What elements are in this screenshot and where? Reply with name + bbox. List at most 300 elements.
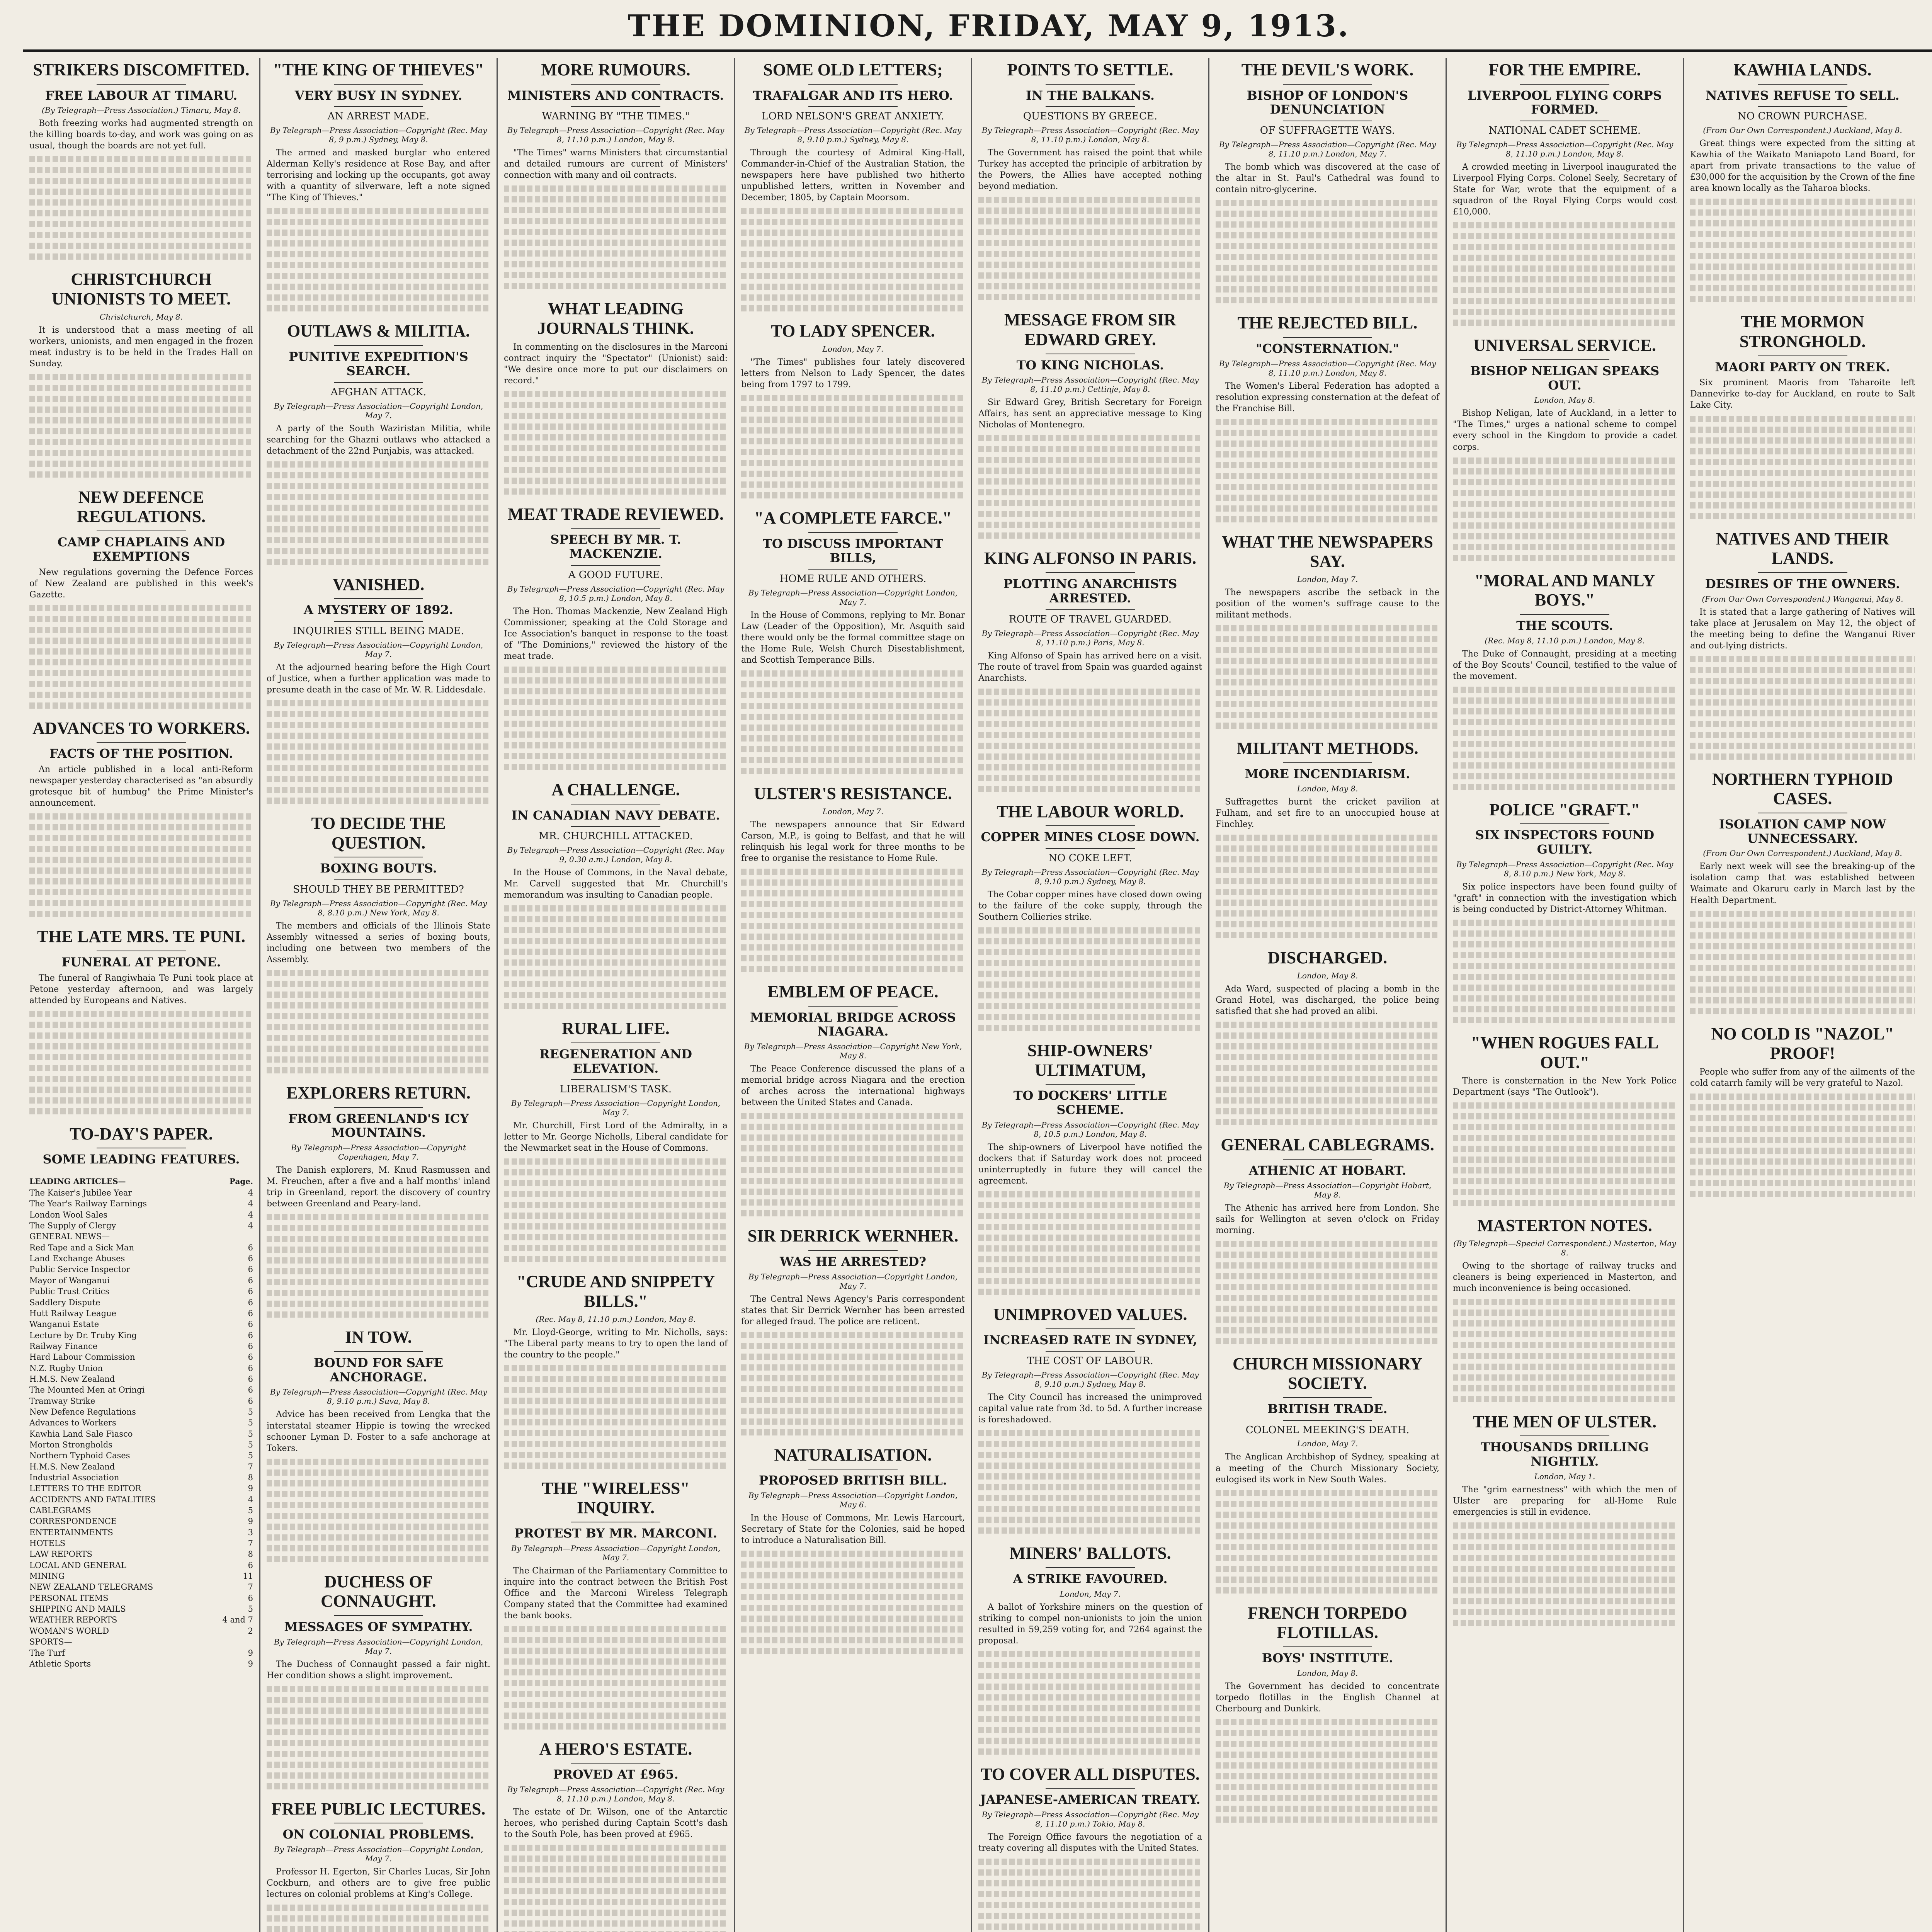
contents-item-page: 6 — [248, 1396, 253, 1406]
contents-item — [29, 1253, 253, 1264]
headline: VANISHED. — [332, 575, 425, 594]
subheadline: THE SCOUTS. — [1516, 618, 1613, 633]
dateline: (From Our Own Correspondent.) Auckland, May 8. — [1703, 126, 1902, 135]
dateline: By Telegraph—Press Association—Copyright (Rec. May 8, 9.10 p.m.) Suva, May 8. — [270, 1387, 487, 1406]
headline: ULSTER'S RESISTANCE. — [754, 784, 952, 803]
article-continuation — [1216, 835, 1439, 938]
subheadline: A STRIKE FAVOURED. — [1013, 1571, 1168, 1586]
contents-item-title: The Mounted Men at Oringi — [29, 1385, 145, 1395]
headline: UNIVERSAL SERVICE. — [1473, 336, 1656, 355]
divider — [1283, 1420, 1372, 1421]
contents-item-title: Saddlery Dispute — [29, 1298, 100, 1307]
dateline: By Telegraph—Press Association—Copyright (Rec. May 8, 11.10 p.m.) Tokio, May 8. — [981, 1810, 1199, 1829]
subheadline: INCREASED RATE IN SYDNEY, — [983, 1332, 1197, 1347]
article-continuation — [1453, 687, 1677, 790]
contents-item — [29, 1198, 253, 1209]
subheadline: OF SUFFRAGETTE WAYS. — [1260, 125, 1395, 137]
article — [741, 784, 965, 972]
headline: KAWHIA LANDS. — [1733, 60, 1872, 79]
contents-item-title: The Turf — [29, 1648, 65, 1658]
article-body: In the House of Commons, replying to Mr. Bonar Law (Leader of the Opposition), Mr. Asquith said there would only be the formal committee stage on the Home Rule, Welsh Church Disestablishment, and Scottish Temperance Bills. — [741, 611, 965, 665]
headline: THE DEVIL'S WORK. — [1241, 60, 1414, 79]
article-continuation — [741, 1113, 965, 1216]
article-continuation — [1216, 1490, 1439, 1594]
divider — [1283, 1397, 1372, 1398]
divider — [1046, 572, 1135, 573]
article-body: The funeral of Rangiwhaia Te Puni took place at Petone yesterday afternoon, and was largely attended by Europeans and Natives. — [29, 973, 253, 1005]
subheadline: COLONEL MEEKING'S DEATH. — [1245, 1424, 1410, 1436]
article-body: The Duchess of Connaught passed a fair night. Her condition shows a slight improvement. — [267, 1659, 490, 1680]
article-continuation — [1453, 222, 1677, 326]
divider — [334, 879, 423, 880]
subheadline: A GOOD FUTURE. — [568, 569, 663, 581]
headline: TO DECIDE THE QUESTION. — [311, 813, 446, 852]
contents-item-title: ACCIDENTS AND FATALITIES — [29, 1495, 156, 1504]
article-body: In the House of Commons, in the Naval debate, Mr. Carvell suggested that Mr. Churchill's memorandum was insulting to Canadian people. — [504, 868, 728, 900]
article-body: The bomb which was discovered at the case of the altar in St. Paul's Cathedral was found to contain nitro-glycerine. — [1216, 162, 1439, 195]
contents-item-page: 9 — [248, 1517, 253, 1526]
headline: NO COLD IS "NAZOL" PROOF! — [1711, 1024, 1894, 1063]
divider — [1046, 609, 1135, 610]
contents-item-page: 4 — [248, 1199, 253, 1209]
contents-item — [29, 1614, 253, 1625]
subheadline: MEMORIAL BRIDGE ACROSS NIAGARA. — [750, 1010, 956, 1039]
contents-item-title: Kawhia Land Sale Fiasco — [29, 1429, 133, 1439]
article-continuation — [741, 1332, 965, 1435]
headline: SHIP-OWNERS' ULTIMATUM, — [1027, 1041, 1153, 1080]
article-continuation — [978, 197, 1202, 300]
headline: EXPLORERS RETURN. — [286, 1083, 471, 1102]
subheadline: TO KING NICHOLAS. — [1016, 357, 1164, 372]
article-continuation — [504, 1845, 728, 1932]
contents-item-title: Land Exchange Abuses — [29, 1254, 125, 1264]
dateline: (From Our Own Correspondent.) Auckland, May 8. — [1703, 849, 1902, 858]
contents-item — [29, 1209, 253, 1220]
article-body: The estate of Dr. Wilson, one of the Antarctic heroes, who perished during Captain Scott's dash to the South Pole, has been proved at £965. — [504, 1807, 728, 1840]
headline: TO LADY SPENCER. — [771, 321, 935, 341]
headline: "MORAL AND MANLY BOYS." — [1474, 571, 1655, 610]
contents-item-page: 3 — [248, 1527, 253, 1537]
headline: SOME OLD LETTERS; — [763, 60, 943, 79]
divider — [1046, 848, 1135, 849]
divider — [1520, 823, 1610, 824]
subheadline: "CONSTERNATION." — [1255, 341, 1400, 356]
contents-item — [29, 1461, 253, 1472]
dateline: By Telegraph—Press Association—Copyright (Rec. May 8, 9 p.m.) Sydney, May 8. — [270, 126, 487, 145]
article-continuation — [29, 1011, 253, 1114]
article — [741, 60, 965, 311]
subheadline: FREE LABOUR AT TIMARU. — [45, 88, 238, 103]
article — [741, 1446, 965, 1654]
article-continuation — [504, 667, 728, 770]
subheadline: BISHOP OF LONDON'S DENUNCIATION — [1247, 88, 1408, 117]
article-body: The City Council has increased the unimproved capital value rate from 3d. to 5d. A further increase is foreshadowed. — [978, 1393, 1202, 1425]
article-body: The Hon. Thomas Mackenzie, New Zealand High Commissioner, speaking at the Cold Storage and Ice Association's banquet in response to the toast of "The Dominions," reviewed the history of the meat trade. — [504, 606, 728, 661]
article-body: King Alfonso of Spain has arrived here on a visit. The route of travel from Spain was guarded against Anarchists. — [978, 651, 1202, 683]
article-body: New regulations governing the Defence Forces of New Zealand are published in this week's Gazette. — [29, 567, 253, 600]
headline: KING ALFONSO IN PARIS. — [984, 549, 1197, 568]
article-body: Ada Ward, suspected of placing a bomb in the Grand Hotel, was discharged, the police being satisfied that she had proved an alibi. — [1216, 984, 1439, 1017]
dateline: By Telegraph—Press Association—Copyright (Rec. May 8, 11.10 p.m.) Paris, May 8. — [981, 628, 1199, 647]
dateline: By Telegraph—Press Association—Copyright (Rec. May 8, 9.10 p.m.) Sydney, May 8. — [981, 1370, 1199, 1389]
dateline: By Telegraph—Press Association—Copyright London, May 6. — [748, 1491, 958, 1510]
article — [1690, 770, 1915, 1014]
contents-item-title: Northern Typhoid Cases — [29, 1451, 130, 1461]
divider — [1520, 84, 1610, 85]
contents-item — [29, 1636, 253, 1647]
headline: NORTHERN TYPHOID CASES. — [1712, 769, 1893, 808]
divider — [1046, 1351, 1135, 1352]
article-body: At the adjourned hearing before the High Court of Justice, when a further application was made to presume death in the case of Mr. W. R. Liddesdale. — [267, 662, 490, 695]
divider — [571, 106, 661, 107]
dateline: By Telegraph—Press Association—Copyright (Rec. May 9, 0.30 a.m.) London, May 8. — [507, 845, 724, 864]
dateline: By Telegraph—Press Association—Copyright London, May 7. — [511, 1099, 721, 1117]
subheadline: SOME LEADING FEATURES. — [43, 1152, 240, 1167]
subheadline: MAORI PARTY ON TREK. — [1715, 359, 1890, 374]
article — [504, 505, 728, 770]
article-continuation — [1216, 419, 1439, 522]
contents-item-title: New Defence Regulations — [29, 1407, 136, 1417]
divider — [571, 84, 661, 85]
headline: FOR THE EMPIRE. — [1488, 60, 1641, 79]
headline: POLICE "GRAFT." — [1489, 800, 1640, 819]
article — [1216, 313, 1439, 522]
headline: TO-DAY'S PAPER. — [70, 1124, 213, 1143]
article-body: Owing to the shortage of railway trucks and cleaners is being experienced in Masterton, and much inconvenience is being occasioned. — [1453, 1261, 1677, 1293]
contents-item — [29, 1363, 253, 1374]
contents-item — [29, 1626, 253, 1636]
contents-item-title: London Wool Sales — [29, 1210, 108, 1219]
contents-item — [29, 1319, 253, 1330]
headline: FRENCH TORPEDO FLOTILLAS. — [1248, 1603, 1407, 1642]
dateline: London, May 8. — [1534, 395, 1595, 405]
article-continuation — [267, 700, 490, 804]
article-body: It is understood that a mass meeting of all workers, unionists, and men engaged in the frozen meat industry is to be held in the Trades Hall on Sunday. — [29, 325, 253, 369]
contents-item-title: Wanganui Estate — [29, 1320, 99, 1329]
contents-page-label: Page. — [229, 1177, 253, 1186]
contents-item-page: 5 — [248, 1506, 253, 1515]
contents-item — [29, 1374, 253, 1384]
contents-item — [29, 1308, 253, 1319]
subheadline: PLOTTING ANARCHISTS ARRESTED. — [1003, 577, 1177, 605]
article-continuation — [267, 1214, 490, 1318]
contents-item-title: The Kaiser's Jubilee Year — [29, 1188, 132, 1198]
article-body: The members and officials of the Illinois State Assembly witnessed a series of boxing bouts, including one between two members of the Assembly. — [267, 921, 490, 964]
dateline: London, May 8. — [1297, 784, 1358, 794]
contents-item-page: 6 — [248, 1560, 253, 1570]
dateline: By Telegraph—Press Association—Copyright (Rec. May 8, 11.10 p.m.) London, May 8. — [507, 126, 724, 145]
article — [504, 1479, 728, 1730]
divider — [1046, 1084, 1135, 1085]
headline: ADVANCES TO WORKERS. — [32, 718, 250, 738]
contents-item-page: 6 — [248, 1593, 253, 1603]
article-continuation — [504, 185, 728, 289]
subheadline: WARNING BY "THE TIMES." — [542, 111, 690, 122]
article-body: Through the courtesy of Admiral King-Hall, Commander-in-Chief of the Australian Station, the newspapers here have published two hitherto unpublished letters, written in November and December, 1805, by Captain Moorsom. — [741, 148, 965, 203]
article — [1216, 1604, 1439, 1823]
article-continuation — [504, 1626, 728, 1730]
headline: FREE PUBLIC LECTURES. — [271, 1799, 486, 1818]
headline: MASTERTON NOTES. — [1477, 1216, 1652, 1235]
contents-item-title: MINING — [29, 1571, 65, 1581]
article-continuation — [1453, 457, 1677, 561]
article — [1690, 60, 1915, 302]
contents-item-title: ENTERTAINMENTS — [29, 1527, 113, 1537]
article — [741, 321, 965, 498]
contents-item-page: 6 — [248, 1243, 253, 1252]
article-continuation — [267, 970, 490, 1073]
subheadline: MESSAGES OF SYMPATHY. — [284, 1619, 473, 1634]
article-continuation — [1216, 200, 1439, 303]
contents-section-label: LEADING ARTICLES— — [29, 1177, 126, 1186]
article — [741, 509, 965, 774]
contents-item — [29, 1264, 253, 1275]
subheadline: BISHOP NELIGAN SPEAKS OUT. — [1470, 363, 1660, 393]
subheadline: JAPANESE-AMERICAN TREATY. — [980, 1792, 1201, 1807]
article-body: In the House of Commons, Mr. Lewis Harcourt, Secretary of State for the Colonies, said he hoped to introduce a Naturalisation Bill. — [741, 1513, 965, 1546]
article-body: The Duke of Connaught, presiding at a meeting of the Boy Scouts' Council, testified to the value of the movement. — [1453, 649, 1677, 681]
headline: WHAT LEADING JOURNALS THINK. — [537, 299, 694, 338]
article — [978, 1765, 1202, 1932]
article-body: Great things were expected from the sitting at Kawhia of the Waikato Maniapoto Land Board, for apart from private transactions to the value of £30,000 for the acquisition by the Crown of the fine area known locally as the Taharoa blocks. — [1690, 139, 1915, 194]
subheadline: INQUIRIES STILL BEING MADE. — [293, 625, 464, 637]
article-continuation — [741, 869, 965, 972]
dateline: By Telegraph—Press Association—Copyright London, May 7. — [274, 1845, 483, 1864]
contents-item — [29, 1297, 253, 1308]
article — [1216, 739, 1439, 938]
contents-item — [29, 1275, 253, 1286]
article — [1216, 948, 1439, 1125]
article — [1216, 60, 1439, 303]
article-body: Six police inspectors have been found guilty of "graft" in connection with the investigation which is being conducted by District-Attorney Whitman. — [1453, 882, 1677, 914]
article-body: Mr. Churchill, First Lord of the Admiralty, in a letter to Mr. George Nicholls, Liberal candidate for the Newmarket seat in the House of Commons. — [504, 1121, 728, 1153]
article-continuation — [1453, 1299, 1677, 1402]
article-body: Professor H. Egerton, Sir Charles Lucas, Sir John Cockburn, and others are to give free public lectures on colonial problems at King's College. — [267, 1867, 490, 1900]
divider — [571, 528, 661, 529]
headline: POINTS TO SETTLE. — [1007, 60, 1173, 79]
article — [267, 1572, 490, 1789]
divider — [1520, 1435, 1610, 1436]
subheadline: SHOULD THEY BE PERMITTED? — [293, 883, 464, 895]
article-body: A crowded meeting in Liverpool inaugurated the Liverpool Flying Corps. Colonel Seely, Secretary of State for War, wrote that the equipment of a squadron of the Royal Flying Corps would cost £10,000. — [1453, 162, 1677, 217]
contents-item-page: 6 — [248, 1254, 253, 1264]
contents-item-title: Lecture by Dr. Truby King — [29, 1330, 137, 1340]
contents-item-title: Advances to Workers — [29, 1418, 116, 1428]
article — [1453, 571, 1677, 790]
article-body: The Government has raised the point that while Turkey has accepted the principle of arbitration by the Powers, the Allies have accepted nothing beyond mediation. — [978, 148, 1202, 192]
divider — [334, 1615, 423, 1616]
article-continuation — [29, 605, 253, 709]
article — [29, 1124, 253, 1167]
headline: "A COMPLETE FARCE." — [754, 509, 952, 528]
contents-item-title: Public Trust Critics — [29, 1287, 109, 1296]
subheadline: IN CANADIAN NAVY DEBATE. — [511, 808, 720, 823]
article-body: The Women's Liberal Federation has adopted a resolution expressing consternation at the defeat of the Franchise Bill. — [1216, 381, 1440, 413]
contents-item-page: 5 — [248, 1604, 253, 1614]
contents-item-page: 9 — [248, 1659, 253, 1668]
dateline: (Rec. May 8, 11.10 p.m.) London, May 8. — [536, 1314, 696, 1324]
headline: OUTLAWS & MILITIA. — [287, 321, 470, 341]
contents-item-title: Hard Labour Commission — [29, 1352, 135, 1362]
contents-item-page: 6 — [248, 1308, 253, 1318]
article-continuation — [978, 927, 1202, 1031]
article — [504, 299, 728, 494]
article-body: In commenting on the disclosures in the Marconi contract inquiry the "Spectator" (Unionist) said: "We desire once more to put our disclaimers on record." — [504, 342, 728, 386]
subheadline: CAMP CHAPLAINS AND EXEMPTIONS — [57, 534, 225, 564]
article — [267, 814, 490, 1073]
subheadline: NO COKE LEFT. — [1048, 852, 1132, 864]
column-1 — [23, 58, 260, 1932]
dateline: By Telegraph—Press Association—Copyright New York, May 8. — [744, 1042, 962, 1061]
divider — [334, 621, 423, 622]
dateline: London, May 8. — [1297, 971, 1358, 981]
headline: MINERS' BALLOTS. — [1009, 1544, 1171, 1563]
article — [1216, 1354, 1439, 1594]
article-body: A ballot of Yorkshire miners on the question of striking to compel non-unionists to join the union resulted in 59,259 voting for, and 7264 against the proposal. — [978, 1602, 1202, 1646]
dateline: London, May 1. — [1534, 1472, 1595, 1481]
article-body: The Danish explorers, M. Knud Rasmussen and M. Freuchen, after a five and a half months' inland trip in Greenland, report the discovery of country between Greenland and Peary-land. — [267, 1165, 490, 1209]
column-7 — [1447, 58, 1684, 1932]
article — [978, 310, 1202, 539]
dateline: London, May 7. — [822, 344, 884, 354]
subheadline: IN THE BALKANS. — [1026, 88, 1155, 103]
article-continuation — [29, 156, 253, 260]
divider — [1520, 614, 1610, 615]
article — [29, 60, 253, 260]
contents-item-title: Morton Strongholds — [29, 1440, 113, 1449]
headline: NEW DEFENCE REGULATIONS. — [77, 487, 206, 526]
contents-item-title: Athletic Sports — [29, 1659, 91, 1668]
headline: THE "WIRELESS" INQUIRY. — [542, 1478, 690, 1517]
divider — [808, 569, 898, 570]
article — [504, 1272, 728, 1468]
subheadline: QUESTIONS BY GREECE. — [1023, 111, 1158, 122]
headline: THE REJECTED BILL. — [1237, 313, 1418, 333]
contents-item — [29, 1429, 253, 1439]
column-5 — [972, 58, 1209, 1932]
contents-item-page: 4 and 7 — [222, 1615, 253, 1625]
dateline: By Telegraph—Press Association—Copyright (Rec. May 8, 8.10 p.m.) New York, May 8. — [1456, 859, 1673, 878]
article — [267, 1799, 490, 1932]
article-body: "The Times" warns Ministers that circumstantial and detailed rumours are current of Ministers' connection with many and oil contracts. — [504, 148, 728, 180]
article-continuation — [1690, 656, 1915, 760]
headline: STRIKERS DISCOMFITED. — [33, 60, 250, 79]
article — [504, 60, 728, 289]
contents-list — [29, 1187, 253, 1669]
divider — [1758, 572, 1848, 573]
subheadline: PROTEST BY MR. MARCONI. — [514, 1526, 718, 1541]
article — [267, 60, 490, 311]
contents-item-page: 6 — [248, 1385, 253, 1395]
divider — [334, 1351, 423, 1352]
contents-item-title: CABLEGRAMS — [29, 1506, 91, 1515]
subheadline: MR. CHURCHILL ATTACKED. — [539, 830, 693, 842]
headline: THE MORMON STRONGHOLD. — [1739, 312, 1866, 351]
subheadline: AN ARREST MADE. — [327, 111, 430, 122]
article — [1216, 532, 1439, 729]
subheadline: DESIRES OF THE OWNERS. — [1705, 576, 1900, 591]
headline: IN TOW. — [345, 1328, 412, 1347]
contents-item — [29, 1220, 253, 1231]
contents-item-page: 6 — [248, 1265, 253, 1274]
contents-item-title: CORRESPONDENCE — [29, 1517, 117, 1526]
contents-item-page: 6 — [248, 1320, 253, 1329]
dateline: (By Telegraph—Special Correspondent.) Masterton, May 8. — [1453, 1238, 1676, 1257]
article-continuation — [1690, 199, 1915, 302]
dateline: (From Our Own Correspondent.) Wanganui, May 8. — [1702, 594, 1903, 604]
subheadline: MORE INCENDIARISM. — [1245, 766, 1410, 781]
contents-item-title: H.M.S. New Zealand — [29, 1374, 115, 1384]
dateline: By Telegraph—Press Association—Copyright (Rec. May 8, 11.10 p.m.) London, May 7. — [1219, 140, 1436, 159]
divider — [1046, 1328, 1135, 1329]
contents-item-title: Industrial Association — [29, 1473, 119, 1482]
article-continuation — [504, 391, 728, 495]
contents-item-page: 5 — [248, 1440, 253, 1449]
article — [1453, 1033, 1677, 1206]
contents-item-page: 4 — [248, 1188, 253, 1198]
article-continuation — [29, 374, 253, 478]
divider — [571, 1079, 661, 1080]
subheadline: PUNITIVE EXPEDITION'S SEARCH. — [289, 349, 468, 378]
contents-item-title: Hutt Railway League — [29, 1308, 116, 1318]
newspaper-title: THE DOMINION, FRIDAY, MAY 9, 1913. — [628, 9, 1350, 44]
article-body: "The Times" publishes four lately discovered letters from Nelson to Lady Spencer, the dates being from 1797 to 1799. — [741, 357, 965, 390]
article-body: There is consternation in the New York Police Department (says "The Outlook"). — [1453, 1076, 1677, 1097]
subheadline: COPPER MINES CLOSE DOWN. — [981, 830, 1200, 845]
article-body: People who suffer from any of the ailments of the cold catarrh family will be very grateful to Nazol. — [1690, 1067, 1915, 1088]
contents-item-title: GENERAL NEWS— — [29, 1232, 110, 1242]
contents-item — [29, 1538, 253, 1549]
subheadline: LIBERALISM'S TASK. — [560, 1083, 672, 1095]
subheadline: BOYS' INSTITUTE. — [1262, 1650, 1393, 1665]
divider — [1283, 1159, 1372, 1160]
dateline: By Telegraph—Press Association—Copyright London, May 7. — [274, 401, 483, 420]
dateline: (By Telegraph—Press Association.) Timaru, May 8. — [41, 105, 241, 115]
contents-item — [29, 1231, 253, 1242]
divider — [808, 1006, 898, 1007]
article-continuation — [1690, 911, 1915, 1014]
contents-item-title: The Supply of Clergy — [29, 1221, 116, 1231]
subheadline: BRITISH TRADE. — [1267, 1401, 1388, 1416]
headline: THE MEN OF ULSTER. — [1473, 1412, 1657, 1431]
contents-item — [29, 1604, 253, 1614]
subheadline: PROPOSED BRITISH BILL. — [759, 1473, 947, 1488]
article — [504, 1740, 728, 1932]
contents-item — [29, 1330, 253, 1341]
newspaper-columns — [23, 58, 1932, 1932]
subheadline: SPEECH BY MR. T. MACKENZIE. — [550, 532, 681, 561]
article — [267, 575, 490, 804]
divider — [1283, 762, 1372, 763]
article-continuation — [504, 905, 728, 1009]
subheadline: TRAFALGAR AND ITS HERO. — [753, 88, 953, 103]
contents-item — [29, 1593, 253, 1604]
article-body: Early next week will see the breaking-up of the isolation camp that was established between Waimate and Okaruru early in March last by the Health Department. — [1690, 862, 1915, 905]
subheadline: NO CROWN PURCHASE. — [1738, 111, 1867, 122]
headline: THE LABOUR WORLD. — [997, 802, 1184, 821]
article — [741, 1226, 965, 1435]
article — [1453, 800, 1677, 1023]
contents-item — [29, 1187, 253, 1198]
divider — [1046, 1788, 1135, 1789]
article — [741, 982, 965, 1216]
contents-item-page: 6 — [248, 1341, 253, 1351]
contents-item-title: Mayor of Wanganui — [29, 1276, 110, 1285]
article-body: The Athenic has arrived here from London. She sails for Wellington at seven o'clock on Friday morning. — [1216, 1203, 1439, 1235]
headline: GENERAL CABLEGRAMS. — [1221, 1135, 1434, 1155]
article — [1690, 312, 1915, 519]
contents-item — [29, 1242, 253, 1253]
